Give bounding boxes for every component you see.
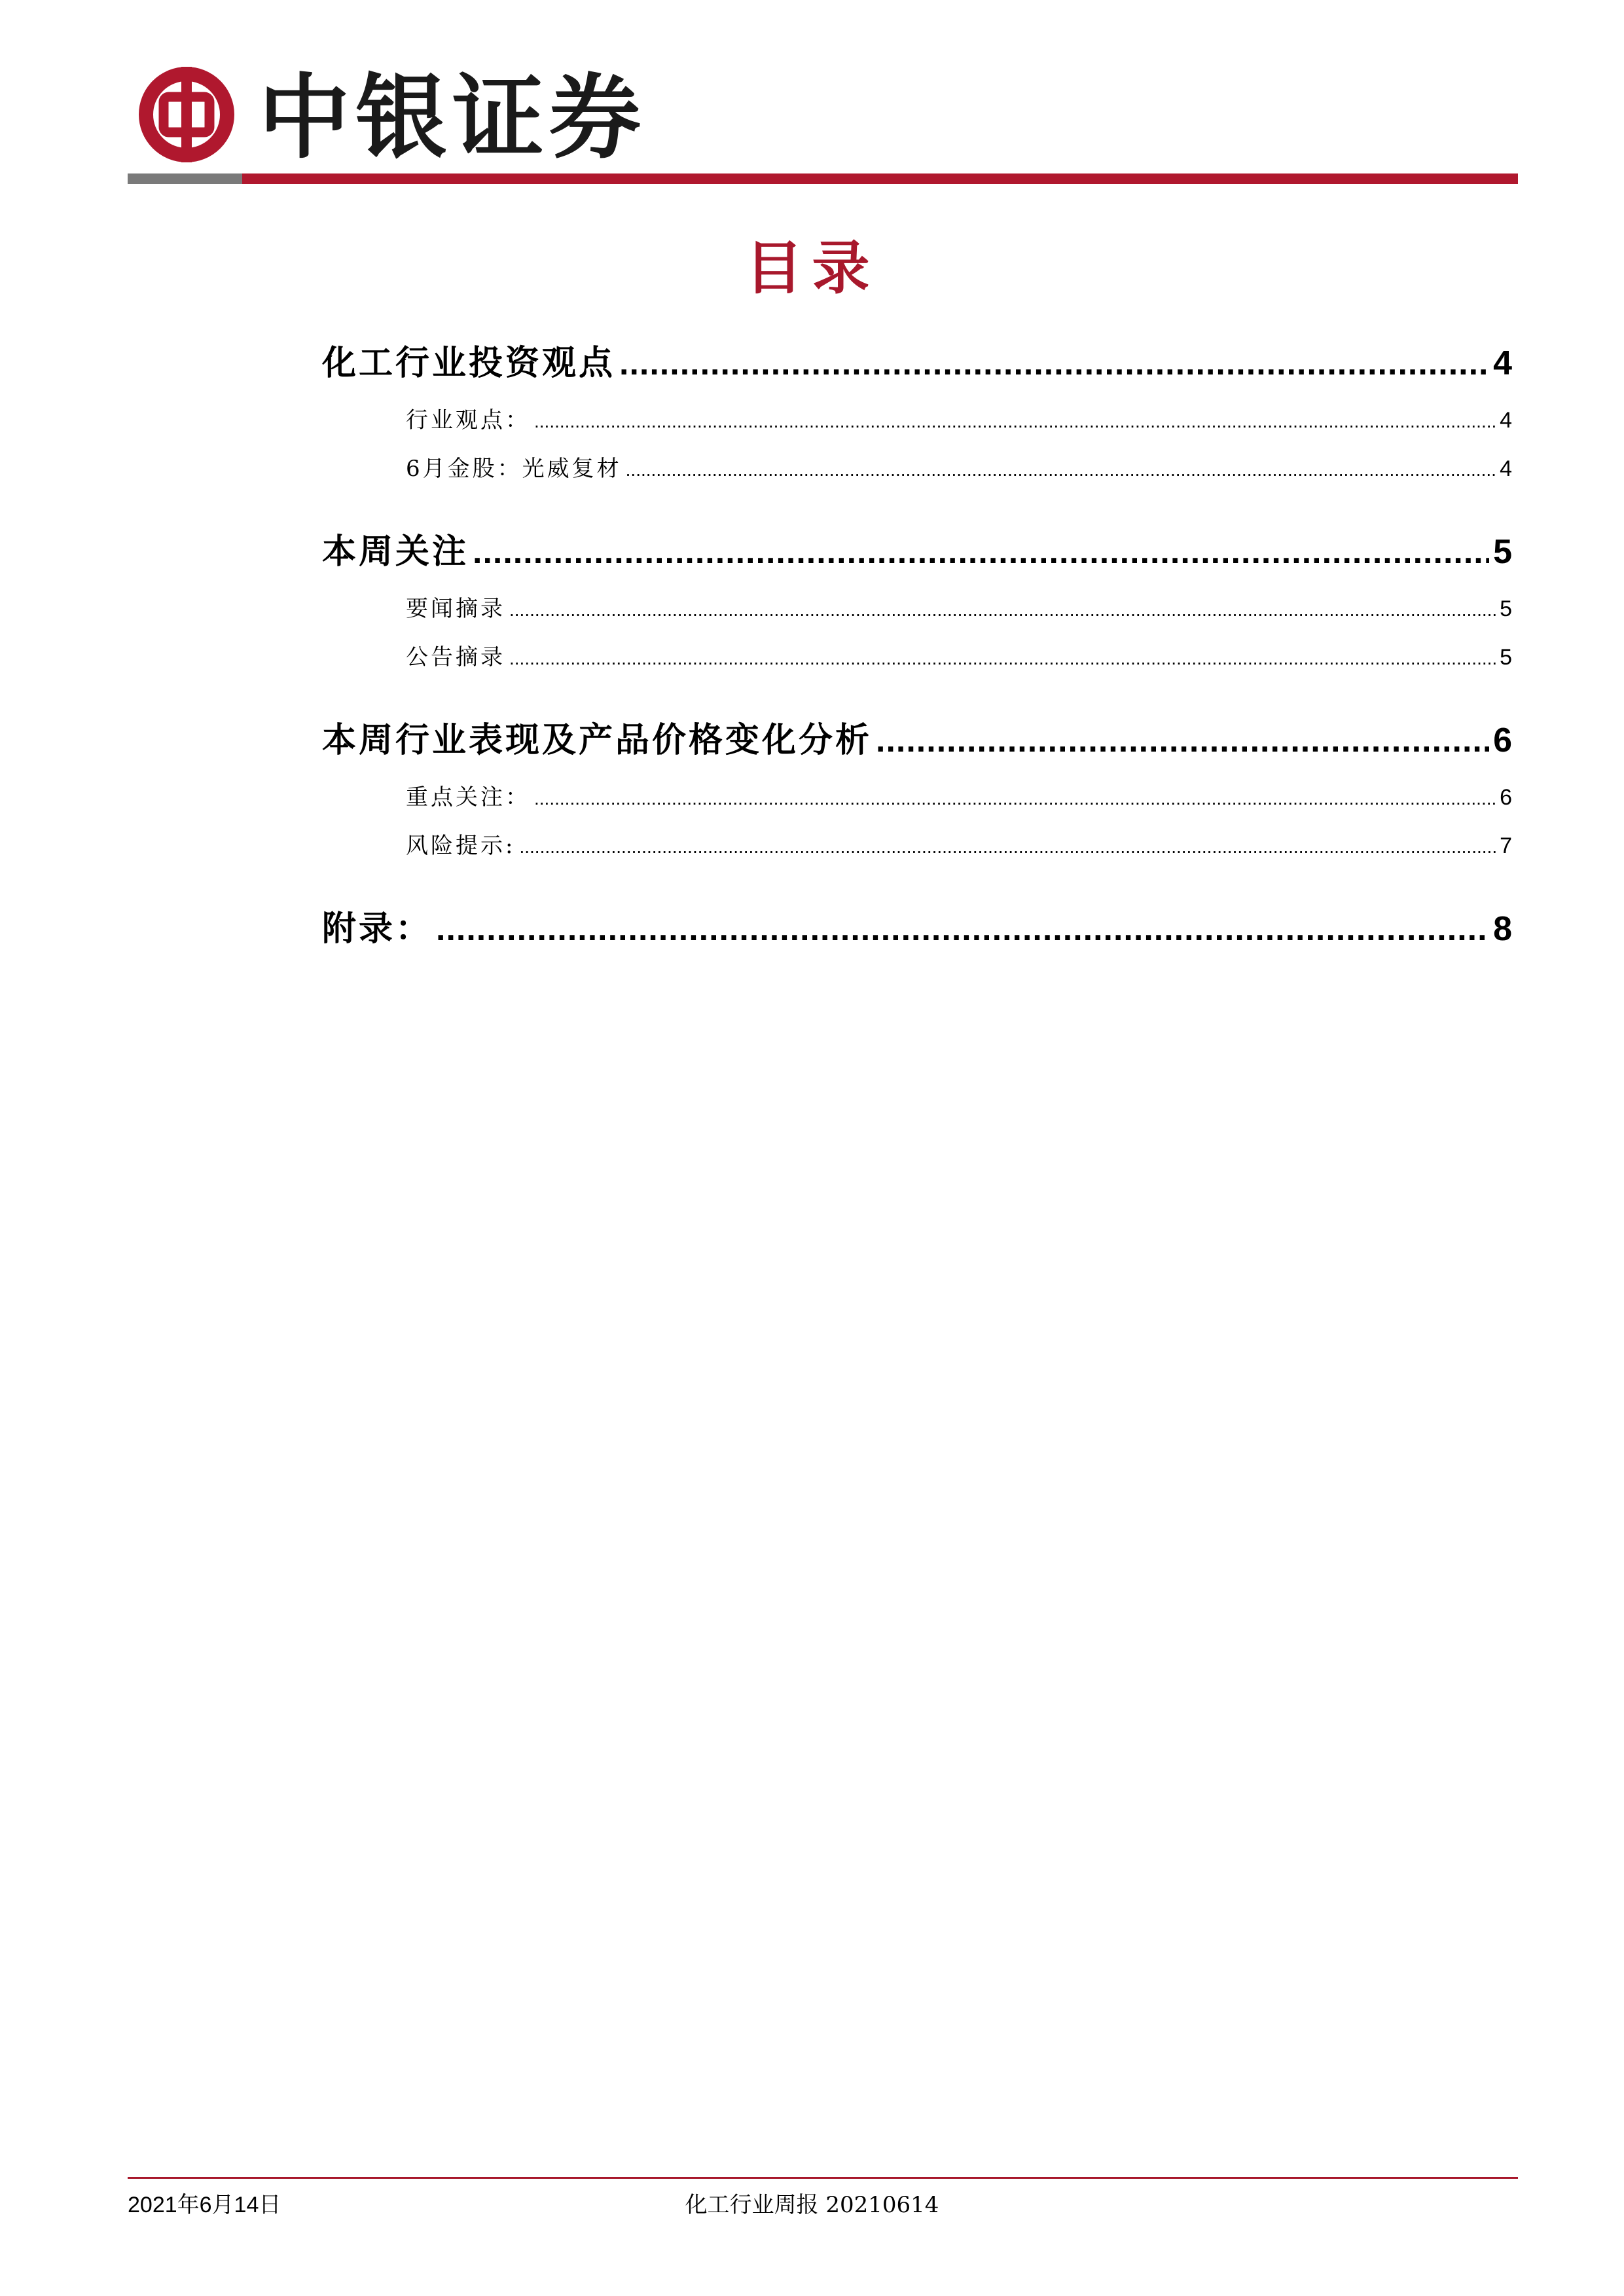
toc-entry-page: 6: [1500, 785, 1512, 810]
toc-entry-page: 8: [1493, 910, 1512, 948]
toc-entry-label: 本周关注: [322, 532, 469, 572]
table-of-contents: [322, 331, 1512, 962]
toc-entry-appendix[interactable]: [322, 896, 1512, 962]
toc-leader-dots: [509, 586, 1496, 634]
toc-entry-label: 重点关注：: [406, 784, 530, 811]
toc-entry-key-focus[interactable]: [322, 773, 1512, 822]
toc-entry-page: 5: [1500, 645, 1512, 670]
toc-entry-page: 4: [1493, 344, 1512, 382]
toc-leader-dots: [619, 331, 1489, 396]
page-header: [128, 62, 1518, 187]
toc-entry-news-digest[interactable]: [322, 585, 1512, 633]
toc-entry-page: 5: [1500, 596, 1512, 621]
footer-rule: [128, 2177, 1518, 2179]
toc-entry-page: 4: [1500, 456, 1512, 481]
toc-entry-performance-analysis[interactable]: [322, 708, 1512, 773]
toc-entry-page: 7: [1500, 833, 1512, 858]
toc-entry-label: 附录：: [322, 909, 433, 949]
toc-leader-dots: [519, 823, 1496, 871]
toc-title: 目录: [745, 234, 879, 302]
toc-entry-golden-stock[interactable]: [322, 445, 1512, 493]
toc-leader-dots: [509, 634, 1496, 683]
toc-entry-page: 6: [1493, 721, 1512, 759]
toc-entry-label: 公告摘录: [406, 644, 505, 670]
toc-entry-label: 要闻摘录: [406, 596, 505, 622]
toc-leader-dots: [534, 774, 1496, 823]
footer-date: 2021年6月14日: [128, 2193, 281, 2217]
toc-entry-risk-warning[interactable]: [322, 822, 1512, 870]
toc-entry-page: 5: [1493, 533, 1512, 571]
toc-entry-label: 6月金股：光威复材: [406, 456, 622, 482]
toc-entry-label: 化工行业投资观点: [322, 343, 616, 383]
toc-entry-announcement-digest[interactable]: [322, 633, 1512, 682]
toc-leader-dots: [626, 446, 1496, 494]
brand-name: 中银证券: [259, 64, 647, 172]
toc-leader-dots: [876, 708, 1489, 773]
header-rule-gray: [128, 173, 242, 184]
toc-entry-investment-view[interactable]: [322, 331, 1512, 396]
toc-leader-dots: [473, 519, 1489, 585]
toc-entry-label: 本周行业表现及产品价格变化分析: [322, 720, 873, 760]
bank-of-china-logo-icon: [137, 65, 236, 164]
toc-entry-industry-view[interactable]: [322, 396, 1512, 445]
toc-entry-weekly-focus[interactable]: [322, 519, 1512, 585]
toc-leader-dots: [534, 397, 1496, 446]
toc-entry-label: 风险提示:: [406, 833, 516, 859]
toc-leader-dots: [436, 896, 1489, 962]
footer-report-title: 化工行业周报 20210614: [685, 2192, 939, 2218]
toc-entry-page: 4: [1500, 408, 1512, 433]
header-rule-red: [242, 173, 1518, 184]
toc-entry-label: 行业观点：: [406, 407, 530, 433]
